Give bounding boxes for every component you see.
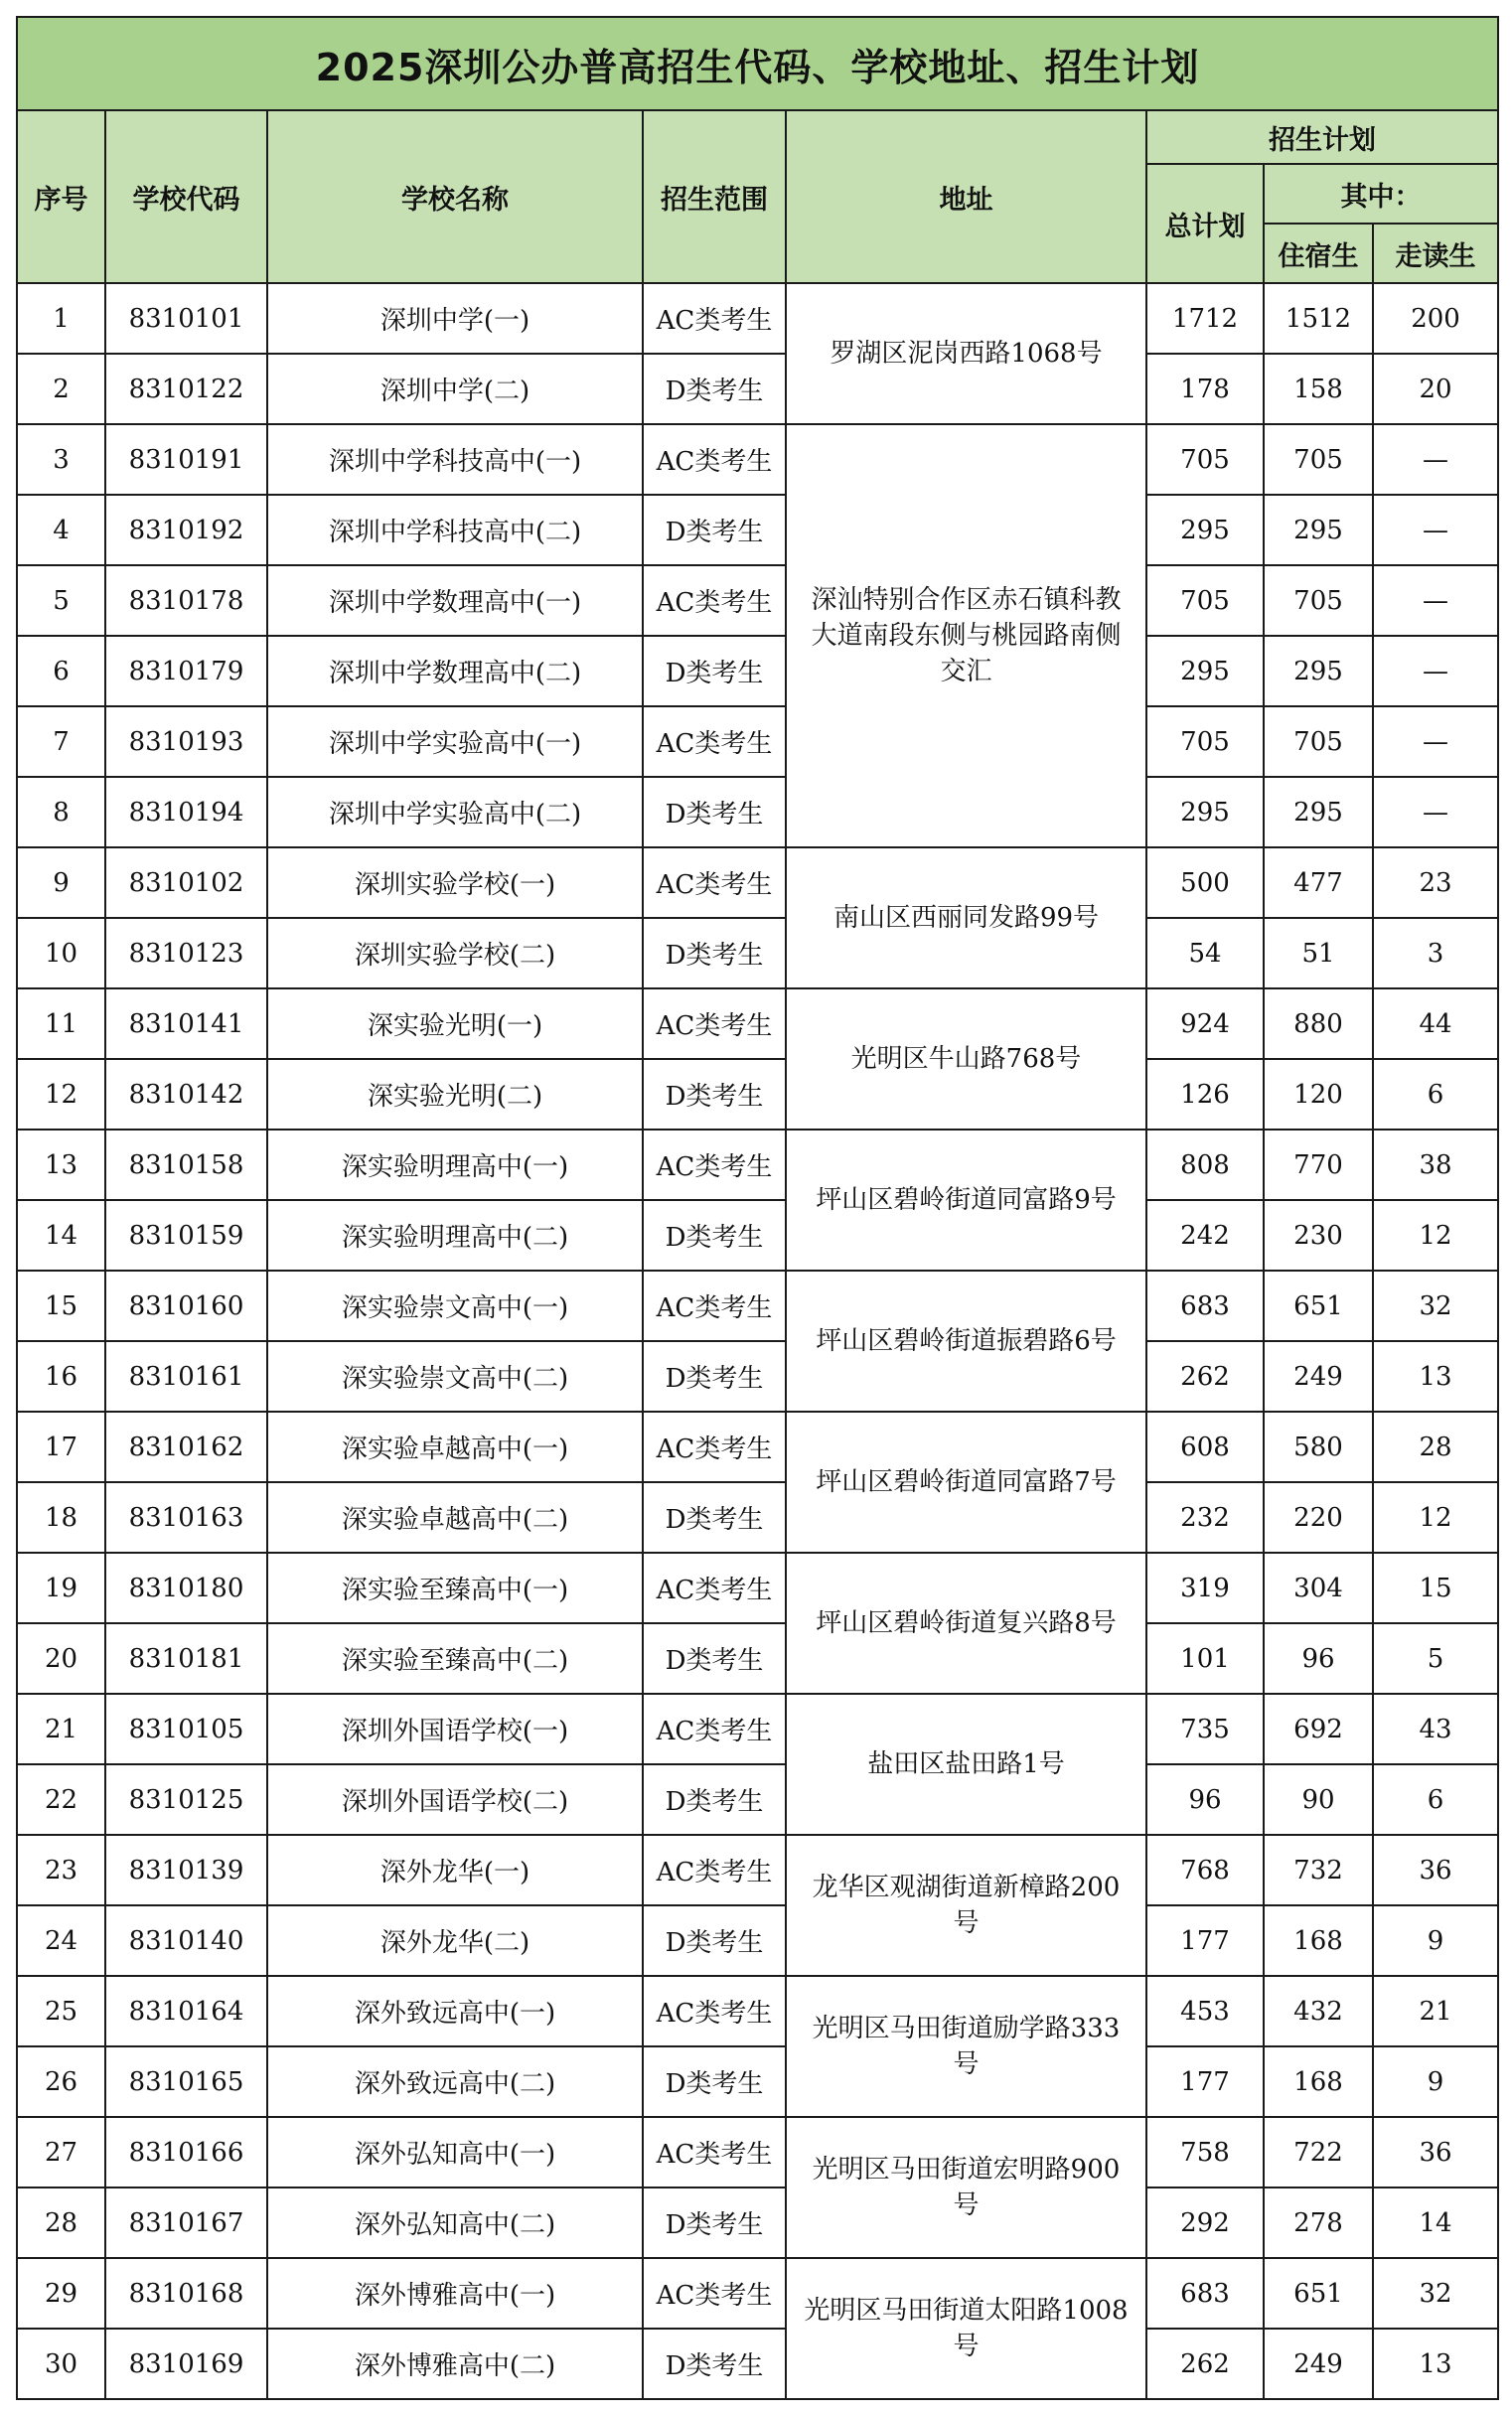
- cell-day: 36: [1373, 2117, 1498, 2188]
- cell-code: 8310194: [105, 777, 267, 847]
- cell-name: 深实验光明(二): [267, 1059, 643, 1130]
- cell-scope: AC类考生: [643, 1835, 786, 1905]
- cell-code: 8310178: [105, 565, 267, 636]
- table-row: [17, 565, 1498, 636]
- cell-total: 319: [1146, 1553, 1264, 1623]
- cell-address: 光明区马田街道励学路333号: [786, 1976, 1146, 2117]
- cell-code: 8310139: [105, 1835, 267, 1905]
- cell-address: 坪山区碧岭街道振碧路6号: [786, 1271, 1146, 1412]
- cell-total: 1712: [1146, 283, 1264, 354]
- cell-total: 500: [1146, 847, 1264, 918]
- cell-boarding: 90: [1264, 1764, 1373, 1835]
- cell-name: 深外弘知高中(二): [267, 2188, 643, 2258]
- cell-name: 深圳中学数理高中(一): [267, 565, 643, 636]
- cell-scope: AC类考生: [643, 1130, 786, 1200]
- cell-name: 深圳中学科技高中(一): [267, 424, 643, 495]
- cell-total: 705: [1146, 706, 1264, 777]
- cell-name: 深实验卓越高中(二): [267, 1482, 643, 1553]
- cell-seq: 12: [17, 1059, 105, 1130]
- cell-scope: AC类考生: [643, 424, 786, 495]
- table-row: [17, 424, 1498, 495]
- cell-boarding: 230: [1264, 1200, 1373, 1271]
- cell-name: 深圳中学(一): [267, 283, 643, 354]
- cell-boarding: 770: [1264, 1130, 1373, 1200]
- cell-name: 深外龙华(一): [267, 1835, 643, 1905]
- cell-scope: D类考生: [643, 1482, 786, 1553]
- cell-total: 295: [1146, 636, 1264, 706]
- table-row: [17, 2329, 1498, 2399]
- cell-boarding: 168: [1264, 1905, 1373, 1976]
- cell-code: 8310193: [105, 706, 267, 777]
- cell-total: 924: [1146, 988, 1264, 1059]
- cell-address: 深汕特别合作区赤石镇科教大道南段东侧与桃园路南侧交汇: [786, 424, 1146, 847]
- cell-scope: D类考生: [643, 2046, 786, 2117]
- table-row: [17, 706, 1498, 777]
- cell-code: 8310167: [105, 2188, 267, 2258]
- cell-boarding: 705: [1264, 706, 1373, 777]
- cell-scope: AC类考生: [643, 283, 786, 354]
- cell-total: 262: [1146, 2329, 1264, 2399]
- cell-total: 705: [1146, 424, 1264, 495]
- cell-address: 南山区西丽同发路99号: [786, 847, 1146, 988]
- cell-name: 深圳外国语学校(二): [267, 1764, 643, 1835]
- cell-seq: 28: [17, 2188, 105, 2258]
- cell-name: 深圳中学(二): [267, 354, 643, 424]
- cell-code: 8310192: [105, 495, 267, 565]
- table-row: [17, 354, 1498, 424]
- cell-seq: 9: [17, 847, 105, 918]
- cell-day: 43: [1373, 1694, 1498, 1764]
- cell-total: 54: [1146, 918, 1264, 988]
- cell-scope: D类考生: [643, 1341, 786, 1412]
- cell-boarding: 51: [1264, 918, 1373, 988]
- header-name: 学校名称: [267, 110, 643, 283]
- cell-day: —: [1373, 777, 1498, 847]
- cell-name: 深实验至臻高中(二): [267, 1623, 643, 1694]
- table-title: 2025深圳公办普高招生代码、学校地址、招生计划: [17, 17, 1498, 110]
- cell-address: 坪山区碧岭街道同富路9号: [786, 1130, 1146, 1271]
- cell-scope: D类考生: [643, 1905, 786, 1976]
- cell-scope: D类考生: [643, 1200, 786, 1271]
- header-code: 学校代码: [105, 110, 267, 283]
- cell-code: 8310142: [105, 1059, 267, 1130]
- cell-total: 126: [1146, 1059, 1264, 1130]
- cell-day: 38: [1373, 1130, 1498, 1200]
- table-row: [17, 1976, 1498, 2046]
- cell-boarding: 96: [1264, 1623, 1373, 1694]
- table-row: [17, 988, 1498, 1059]
- cell-scope: AC类考生: [643, 2117, 786, 2188]
- cell-code: 8310180: [105, 1553, 267, 1623]
- table-row: [17, 918, 1498, 988]
- cell-code: 8310179: [105, 636, 267, 706]
- header-total: 总计划: [1146, 164, 1264, 283]
- cell-scope: AC类考生: [643, 1976, 786, 2046]
- cell-seq: 5: [17, 565, 105, 636]
- cell-day: 32: [1373, 2258, 1498, 2329]
- cell-day: 200: [1373, 283, 1498, 354]
- cell-code: 8310164: [105, 1976, 267, 2046]
- cell-day: 14: [1373, 2188, 1498, 2258]
- cell-code: 8310165: [105, 2046, 267, 2117]
- cell-address: 坪山区碧岭街道同富路7号: [786, 1412, 1146, 1553]
- cell-name: 深圳外国语学校(一): [267, 1694, 643, 1764]
- cell-code: 8310140: [105, 1905, 267, 1976]
- cell-boarding: 295: [1264, 495, 1373, 565]
- cell-address: 盐田区盐田路1号: [786, 1694, 1146, 1835]
- cell-name: 深实验崇文高中(二): [267, 1341, 643, 1412]
- header-address: 地址: [786, 110, 1146, 283]
- table-row: [17, 2258, 1498, 2329]
- cell-name: 深实验明理高中(一): [267, 1130, 643, 1200]
- cell-boarding: 120: [1264, 1059, 1373, 1130]
- cell-seq: 22: [17, 1764, 105, 1835]
- cell-boarding: 722: [1264, 2117, 1373, 2188]
- header-scope: 招生范围: [643, 110, 786, 283]
- cell-day: 5: [1373, 1623, 1498, 1694]
- cell-day: 44: [1373, 988, 1498, 1059]
- cell-name: 深实验明理高中(二): [267, 1200, 643, 1271]
- cell-total: 177: [1146, 1905, 1264, 1976]
- cell-code: 8310125: [105, 1764, 267, 1835]
- cell-boarding: 168: [1264, 2046, 1373, 2117]
- cell-address: 光明区马田街道太阳路1008号: [786, 2258, 1146, 2399]
- cell-seq: 14: [17, 1200, 105, 1271]
- cell-seq: 2: [17, 354, 105, 424]
- cell-boarding: 220: [1264, 1482, 1373, 1553]
- cell-day: —: [1373, 706, 1498, 777]
- cell-day: 12: [1373, 1200, 1498, 1271]
- cell-total: 808: [1146, 1130, 1264, 1200]
- cell-address: 光明区牛山路768号: [786, 988, 1146, 1130]
- cell-code: 8310161: [105, 1341, 267, 1412]
- table-row: [17, 1412, 1498, 1482]
- cell-boarding: 304: [1264, 1553, 1373, 1623]
- table-row: [17, 777, 1498, 847]
- cell-scope: AC类考生: [643, 1553, 786, 1623]
- cell-code: 8310102: [105, 847, 267, 918]
- cell-seq: 17: [17, 1412, 105, 1482]
- cell-day: 6: [1373, 1764, 1498, 1835]
- cell-scope: D类考生: [643, 777, 786, 847]
- header-boarding: 住宿生: [1264, 224, 1373, 283]
- cell-code: 8310160: [105, 1271, 267, 1341]
- cell-boarding: 580: [1264, 1412, 1373, 1482]
- cell-total: 683: [1146, 1271, 1264, 1341]
- table-row: [17, 1694, 1498, 1764]
- table-row: [17, 1623, 1498, 1694]
- cell-seq: 27: [17, 2117, 105, 2188]
- cell-day: 13: [1373, 2329, 1498, 2399]
- cell-total: 295: [1146, 777, 1264, 847]
- cell-scope: D类考生: [643, 1764, 786, 1835]
- table-row: [17, 847, 1498, 918]
- cell-day: 15: [1373, 1553, 1498, 1623]
- cell-seq: 29: [17, 2258, 105, 2329]
- cell-scope: D类考生: [643, 2188, 786, 2258]
- header-plan: 招生计划: [1146, 110, 1498, 164]
- cell-boarding: 705: [1264, 565, 1373, 636]
- cell-code: 8310168: [105, 2258, 267, 2329]
- cell-total: 758: [1146, 2117, 1264, 2188]
- cell-scope: D类考生: [643, 1623, 786, 1694]
- cell-day: —: [1373, 636, 1498, 706]
- cell-seq: 19: [17, 1553, 105, 1623]
- cell-name: 深圳中学实验高中(二): [267, 777, 643, 847]
- cell-address: 罗湖区泥岗西路1068号: [786, 283, 1146, 424]
- cell-code: 8310191: [105, 424, 267, 495]
- cell-name: 深实验至臻高中(一): [267, 1553, 643, 1623]
- cell-name: 深外博雅高中(一): [267, 2258, 643, 2329]
- cell-code: 8310123: [105, 918, 267, 988]
- cell-scope: AC类考生: [643, 1412, 786, 1482]
- table-row: [17, 1553, 1498, 1623]
- cell-code: 8310101: [105, 283, 267, 354]
- cell-boarding: 880: [1264, 988, 1373, 1059]
- table-body: [17, 283, 1498, 2399]
- cell-code: 8310166: [105, 2117, 267, 2188]
- cell-day: 6: [1373, 1059, 1498, 1130]
- cell-address: 坪山区碧岭街道复兴路8号: [786, 1553, 1146, 1694]
- cell-day: 20: [1373, 354, 1498, 424]
- header-among: 其中：: [1264, 164, 1498, 224]
- table-row: [17, 1905, 1498, 1976]
- cell-scope: D类考生: [643, 495, 786, 565]
- cell-boarding: 651: [1264, 1271, 1373, 1341]
- cell-day: 36: [1373, 1835, 1498, 1905]
- cell-boarding: 651: [1264, 2258, 1373, 2329]
- table-row: [17, 1130, 1498, 1200]
- cell-day: 12: [1373, 1482, 1498, 1553]
- cell-name: 深外弘知高中(一): [267, 2117, 643, 2188]
- cell-code: 8310122: [105, 354, 267, 424]
- cell-code: 8310105: [105, 1694, 267, 1764]
- cell-scope: AC类考生: [643, 706, 786, 777]
- table-row: [17, 1271, 1498, 1341]
- cell-seq: 24: [17, 1905, 105, 1976]
- cell-seq: 4: [17, 495, 105, 565]
- cell-name: 深实验崇文高中(一): [267, 1271, 643, 1341]
- table-row: [17, 495, 1498, 565]
- table-row: [17, 1835, 1498, 1905]
- cell-seq: 30: [17, 2329, 105, 2399]
- cell-day: 21: [1373, 1976, 1498, 2046]
- cell-day: 28: [1373, 1412, 1498, 1482]
- cell-code: 8310163: [105, 1482, 267, 1553]
- cell-total: 232: [1146, 1482, 1264, 1553]
- cell-seq: 15: [17, 1271, 105, 1341]
- cell-seq: 26: [17, 2046, 105, 2117]
- cell-name: 深外致远高中(一): [267, 1976, 643, 2046]
- cell-code: 8310141: [105, 988, 267, 1059]
- table-row: [17, 2188, 1498, 2258]
- cell-boarding: 249: [1264, 2329, 1373, 2399]
- cell-name: 深实验光明(一): [267, 988, 643, 1059]
- table-row: [17, 636, 1498, 706]
- cell-boarding: 692: [1264, 1694, 1373, 1764]
- cell-scope: AC类考生: [643, 1694, 786, 1764]
- cell-name: 深圳中学数理高中(二): [267, 636, 643, 706]
- cell-name: 深外致远高中(二): [267, 2046, 643, 2117]
- cell-code: 8310158: [105, 1130, 267, 1200]
- cell-total: 292: [1146, 2188, 1264, 2258]
- cell-seq: 16: [17, 1341, 105, 1412]
- header-seq: 序号: [17, 110, 105, 283]
- cell-total: 768: [1146, 1835, 1264, 1905]
- cell-total: 683: [1146, 2258, 1264, 2329]
- cell-scope: AC类考生: [643, 1271, 786, 1341]
- table-row: [17, 2117, 1498, 2188]
- cell-day: —: [1373, 565, 1498, 636]
- cell-code: 8310181: [105, 1623, 267, 1694]
- cell-total: 101: [1146, 1623, 1264, 1694]
- cell-seq: 25: [17, 1976, 105, 2046]
- cell-scope: AC类考生: [643, 2258, 786, 2329]
- cell-seq: 20: [17, 1623, 105, 1694]
- cell-boarding: 705: [1264, 424, 1373, 495]
- cell-seq: 23: [17, 1835, 105, 1905]
- header-day: 走读生: [1373, 224, 1498, 283]
- cell-name: 深圳实验学校(二): [267, 918, 643, 988]
- table-row: [17, 1482, 1498, 1553]
- cell-day: 32: [1373, 1271, 1498, 1341]
- cell-seq: 11: [17, 988, 105, 1059]
- cell-seq: 3: [17, 424, 105, 495]
- cell-total: 453: [1146, 1976, 1264, 2046]
- table-row: [17, 1059, 1498, 1130]
- cell-boarding: 732: [1264, 1835, 1373, 1905]
- cell-day: 3: [1373, 918, 1498, 988]
- cell-scope: D类考生: [643, 636, 786, 706]
- cell-name: 深圳中学实验高中(一): [267, 706, 643, 777]
- cell-seq: 13: [17, 1130, 105, 1200]
- cell-day: 9: [1373, 1905, 1498, 1976]
- cell-total: 178: [1146, 354, 1264, 424]
- cell-total: 705: [1146, 565, 1264, 636]
- cell-code: 8310159: [105, 1200, 267, 1271]
- cell-boarding: 1512: [1264, 283, 1373, 354]
- cell-scope: AC类考生: [643, 847, 786, 918]
- cell-boarding: 295: [1264, 777, 1373, 847]
- table-row: [17, 1764, 1498, 1835]
- cell-boarding: 158: [1264, 354, 1373, 424]
- cell-total: 177: [1146, 2046, 1264, 2117]
- cell-scope: D类考生: [643, 1059, 786, 1130]
- table-row: [17, 1200, 1498, 1271]
- cell-name: 深圳实验学校(一): [267, 847, 643, 918]
- cell-boarding: 477: [1264, 847, 1373, 918]
- cell-boarding: 249: [1264, 1341, 1373, 1412]
- cell-day: 9: [1373, 2046, 1498, 2117]
- cell-total: 262: [1146, 1341, 1264, 1412]
- table-row: [17, 1341, 1498, 1412]
- cell-scope: D类考生: [643, 2329, 786, 2399]
- cell-seq: 1: [17, 283, 105, 354]
- cell-name: 深外龙华(二): [267, 1905, 643, 1976]
- cell-scope: AC类考生: [643, 565, 786, 636]
- cell-total: 242: [1146, 1200, 1264, 1271]
- cell-seq: 21: [17, 1694, 105, 1764]
- cell-name: 深圳中学科技高中(二): [267, 495, 643, 565]
- cell-day: —: [1373, 424, 1498, 495]
- table-row: [17, 283, 1498, 354]
- cell-total: 96: [1146, 1764, 1264, 1835]
- cell-seq: 10: [17, 918, 105, 988]
- cell-boarding: 295: [1264, 636, 1373, 706]
- cell-boarding: 432: [1264, 1976, 1373, 2046]
- cell-scope: D类考生: [643, 918, 786, 988]
- cell-day: 23: [1373, 847, 1498, 918]
- table-row: [17, 2046, 1498, 2117]
- enrollment-table: [16, 16, 1499, 2400]
- cell-seq: 7: [17, 706, 105, 777]
- cell-code: 8310169: [105, 2329, 267, 2399]
- cell-address: 光明区马田街道宏明路900号: [786, 2117, 1146, 2258]
- cell-day: —: [1373, 495, 1498, 565]
- cell-total: 608: [1146, 1412, 1264, 1482]
- cell-code: 8310162: [105, 1412, 267, 1482]
- cell-seq: 18: [17, 1482, 105, 1553]
- cell-name: 深实验卓越高中(一): [267, 1412, 643, 1482]
- cell-name: 深外博雅高中(二): [267, 2329, 643, 2399]
- cell-address: 龙华区观湖街道新樟路200号: [786, 1835, 1146, 1976]
- cell-total: 295: [1146, 495, 1264, 565]
- cell-boarding: 278: [1264, 2188, 1373, 2258]
- cell-day: 13: [1373, 1341, 1498, 1412]
- cell-scope: D类考生: [643, 354, 786, 424]
- cell-seq: 6: [17, 636, 105, 706]
- cell-seq: 8: [17, 777, 105, 847]
- cell-scope: AC类考生: [643, 988, 786, 1059]
- cell-total: 735: [1146, 1694, 1264, 1764]
